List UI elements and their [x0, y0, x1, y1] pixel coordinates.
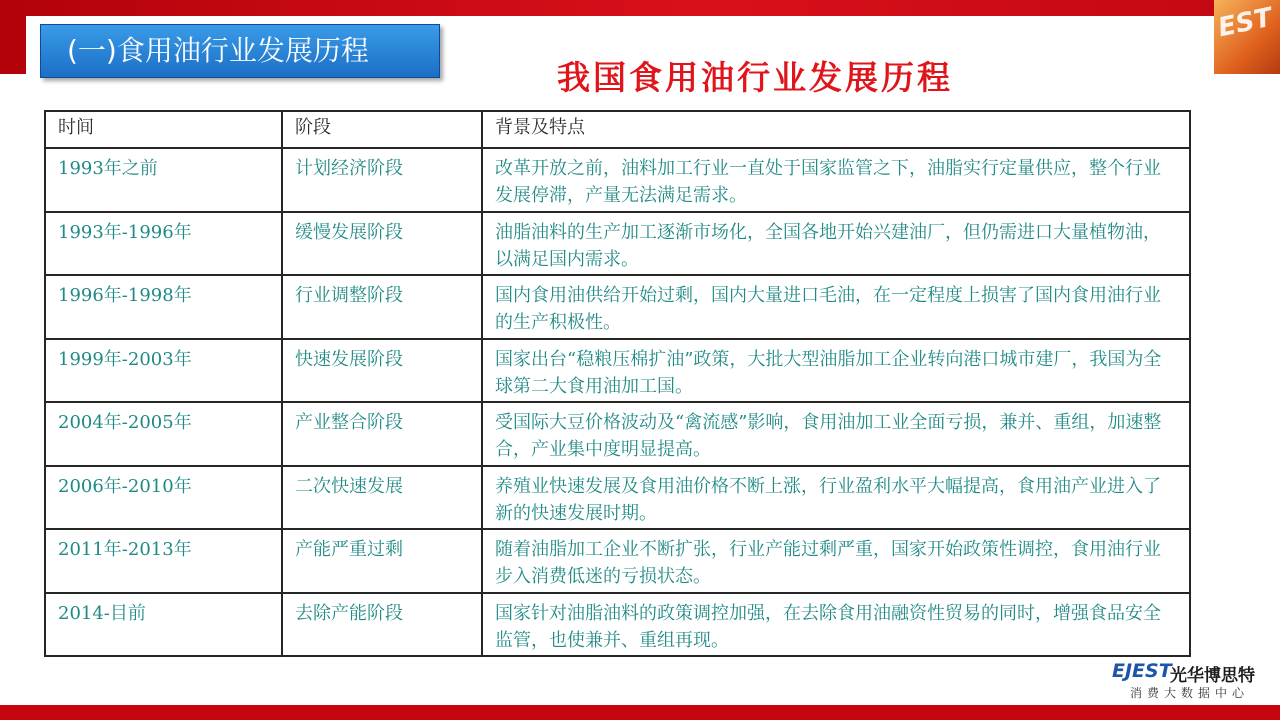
development-table: [44, 110, 1191, 657]
table-row: [45, 339, 1190, 403]
cell-stage: 行业调整阶段: [282, 275, 482, 339]
cell-stage: 产业整合阶段: [282, 402, 482, 466]
cell-stage: 二次快速发展: [282, 466, 482, 530]
table-header-row: [45, 111, 1190, 148]
table-row: [45, 402, 1190, 466]
cell-time: 2014-目前: [45, 593, 282, 657]
cell-description: 改革开放之前，油料加工行业一直处于国家监管之下，油脂实行定量供应，整个行业发展停滞，产量无法满足需求。: [482, 148, 1190, 212]
table-row: [45, 212, 1190, 276]
cell-description: 随着油脂加工企业不断扩张，行业产能过剩严重，国家开始政策性调控，食用油行业步入消费低迷的亏损状态。: [482, 529, 1190, 593]
table-row: [45, 466, 1190, 530]
table-row: [45, 593, 1190, 657]
cell-time: 1999年-2003年: [45, 339, 282, 403]
brand-name: 光华博思特: [1170, 666, 1255, 686]
cell-description: 油脂油料的生产加工逐渐市场化，全国各地开始兴建油厂，但仍需进口大量植物油，以满足国内需求。: [482, 212, 1190, 276]
cell-description: 养殖业快速发展及食用油价格不断上涨，行业盈利水平大幅提高，食用油产业进入了新的快速发展时期。: [482, 466, 1190, 530]
header-stage: 阶段: [282, 111, 482, 148]
cell-description: 国家出台“稳粮压棉扩油”政策，大批大型油脂加工企业转向港口城市建厂，我国为全球第二大食用油加工国。: [482, 339, 1190, 403]
section-tab: [40, 24, 440, 78]
cell-time: 2006年-2010年: [45, 466, 282, 530]
cell-stage: 产能严重过剩: [282, 529, 482, 593]
header-description: 背景及特点: [482, 111, 1190, 148]
table-row: [45, 529, 1190, 593]
cell-stage: 去除产能阶段: [282, 593, 482, 657]
cell-time: 1993年-1996年: [45, 212, 282, 276]
cell-description: 受国际大豆价格波动及“禽流感”影响，食用油加工业全面亏损，兼并、重组，加速整合，产业集中度明显提高。: [482, 402, 1190, 466]
cell-time: 2011年-2013年: [45, 529, 282, 593]
bottom-banner: [0, 705, 1280, 720]
brand-subtitle: 消费大数据中心: [1130, 686, 1250, 700]
table-row: [45, 275, 1190, 339]
header-time: 时间: [45, 111, 282, 148]
corner-logo: [1214, 0, 1280, 74]
brand-mark: EJEST: [1112, 660, 1172, 682]
cell-stage: 缓慢发展阶段: [282, 212, 482, 276]
cell-description: 国家针对油脂油料的政策调控加强，在去除食用油融资性贸易的同时，增强食品安全监管，也使兼并、重组再现。: [482, 593, 1190, 657]
cell-stage: 计划经济阶段: [282, 148, 482, 212]
cell-time: 2004年-2005年: [45, 402, 282, 466]
cell-time: 1993年之前: [45, 148, 282, 212]
slide-title: 我国食用油行业发展历程: [557, 58, 953, 97]
cell-stage: 快速发展阶段: [282, 339, 482, 403]
table-row: [45, 148, 1190, 212]
section-tab-label: (一)食用油行业发展历程: [67, 34, 369, 67]
brand-logo: [1112, 660, 1268, 704]
cell-time: 1996年-1998年: [45, 275, 282, 339]
cell-description: 国内食用油供给开始过剩，国内大量进口毛油，在一定程度上损害了国内食用油行业的生产积极性。: [482, 275, 1190, 339]
corner-logo-text: EST: [1215, 2, 1275, 44]
